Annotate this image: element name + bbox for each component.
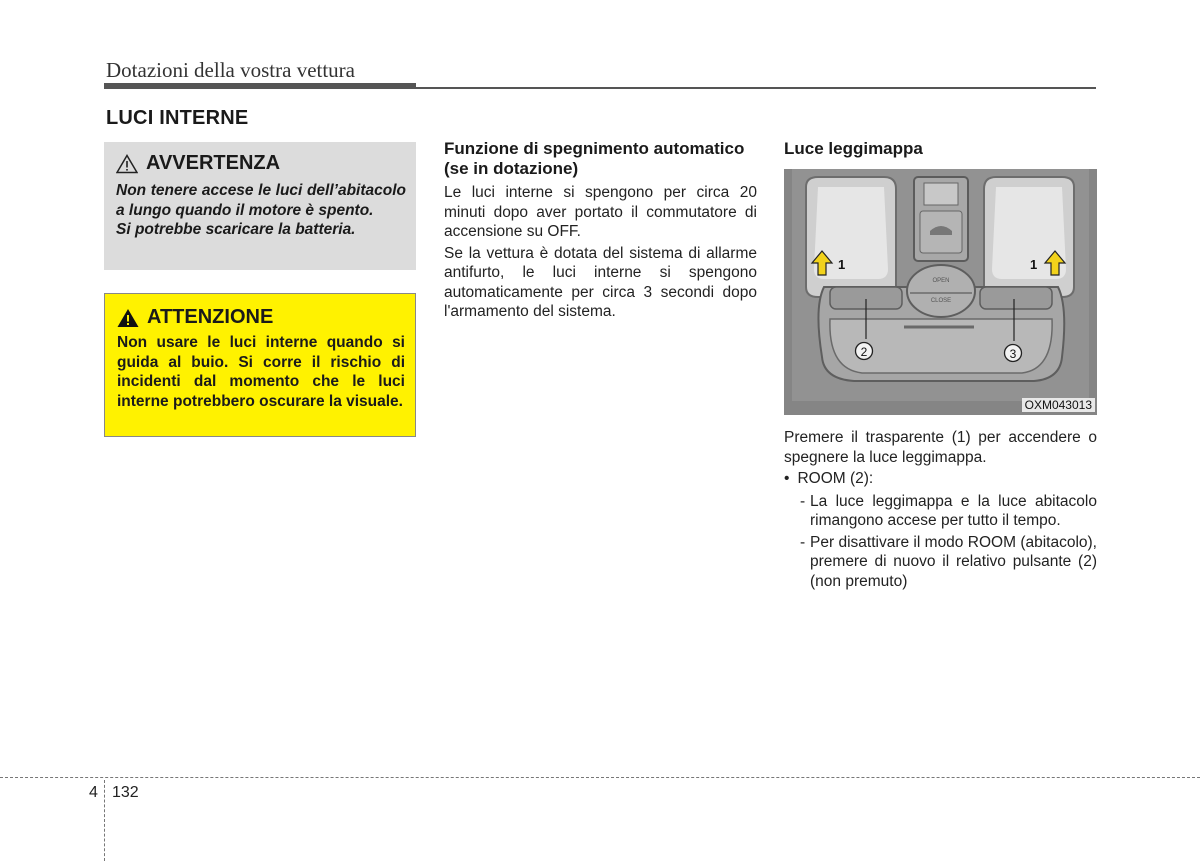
room-bullet bbox=[784, 469, 1097, 489]
map-light-text bbox=[784, 428, 1097, 593]
caution-heading-row bbox=[117, 306, 405, 329]
header-rule-thin bbox=[416, 87, 1096, 89]
warning-triangle-icon bbox=[116, 154, 138, 174]
auto-off-heading: Funzione di spegnimento automatico (se in dotazione) bbox=[444, 139, 745, 178]
map-light-heading: Luce leggimappa bbox=[784, 139, 923, 158]
map-light-section bbox=[784, 139, 1097, 163]
room-dash-2 bbox=[800, 533, 1097, 592]
caution-body: Non usare le luci interne quando si guida al buio. Si corre il rischio di incidenti dal momento che le luci interne potrebbero oscurare la visuale. bbox=[117, 334, 405, 410]
caution-box bbox=[104, 293, 416, 437]
room-dash-1-text: La luce leggimappa e la luce abitacolo rimangono accese per tutto il tempo. bbox=[810, 492, 1097, 529]
overhead-console-drawing bbox=[784, 169, 1097, 415]
dash-marker: - bbox=[800, 533, 806, 551]
warning-body bbox=[116, 181, 406, 240]
warning-heading-row bbox=[116, 152, 406, 175]
header-rule-thick bbox=[104, 83, 416, 89]
callout-2: 2 bbox=[860, 345, 868, 359]
figure-caption: OXM043013 bbox=[1022, 398, 1095, 412]
caution-triangle-icon bbox=[117, 308, 139, 328]
bullet-marker: • bbox=[784, 470, 790, 487]
auto-off-section bbox=[444, 139, 757, 322]
auto-off-para-2: Se la vettura è dotata del sistema di allarme antifurto, le luci interne si spengono automaticamente per circa 3 secondi dopo l'armamento del sistema. bbox=[444, 244, 757, 320]
button-open-label: OPEN bbox=[932, 278, 950, 284]
footer-vertical-rule bbox=[104, 780, 105, 861]
chapter-number: 4 bbox=[89, 784, 98, 801]
warning-heading: AVVERTENZA bbox=[146, 152, 281, 174]
footer-rule bbox=[0, 777, 1200, 778]
auto-off-para-1: Le luci interne si spengono per circa 20 minuti dopo aver portato il commutatore di accensione su OFF. bbox=[444, 184, 757, 240]
room-dash-1 bbox=[800, 492, 1097, 531]
page-number: 132 bbox=[112, 784, 139, 801]
room-dash-2-text: Per disattivare il modo ROOM (abitacolo), premere di nuovo il relativo pulsante (2) (non premuto) bbox=[810, 533, 1097, 590]
section-title: LUCI INTERNE bbox=[106, 107, 249, 129]
callout-1-right: 1 bbox=[1030, 257, 1038, 272]
room-bullet-text: ROOM (2): bbox=[797, 470, 874, 487]
map-light-illustration bbox=[784, 169, 1097, 415]
button-close-label: CLOSE bbox=[930, 298, 952, 304]
caution-heading: ATTENZIONE bbox=[147, 306, 274, 328]
map-light-intro: Premere il trasparente (1) per accendere o spegnere la luce leggimappa. bbox=[784, 429, 1097, 466]
callout-1-left: 1 bbox=[838, 257, 846, 272]
running-header: Dotazioni della vostra vettura bbox=[106, 58, 355, 82]
warning-line-1: Non tenere accese le luci dell’abitacolo a lungo quando il motore è spento. bbox=[116, 182, 406, 219]
callout-3: 3 bbox=[1009, 347, 1017, 361]
dash-marker: - bbox=[800, 492, 806, 510]
warning-line-2: Si potrebbe scaricare la batteria. bbox=[116, 221, 356, 238]
warning-box bbox=[104, 142, 416, 270]
